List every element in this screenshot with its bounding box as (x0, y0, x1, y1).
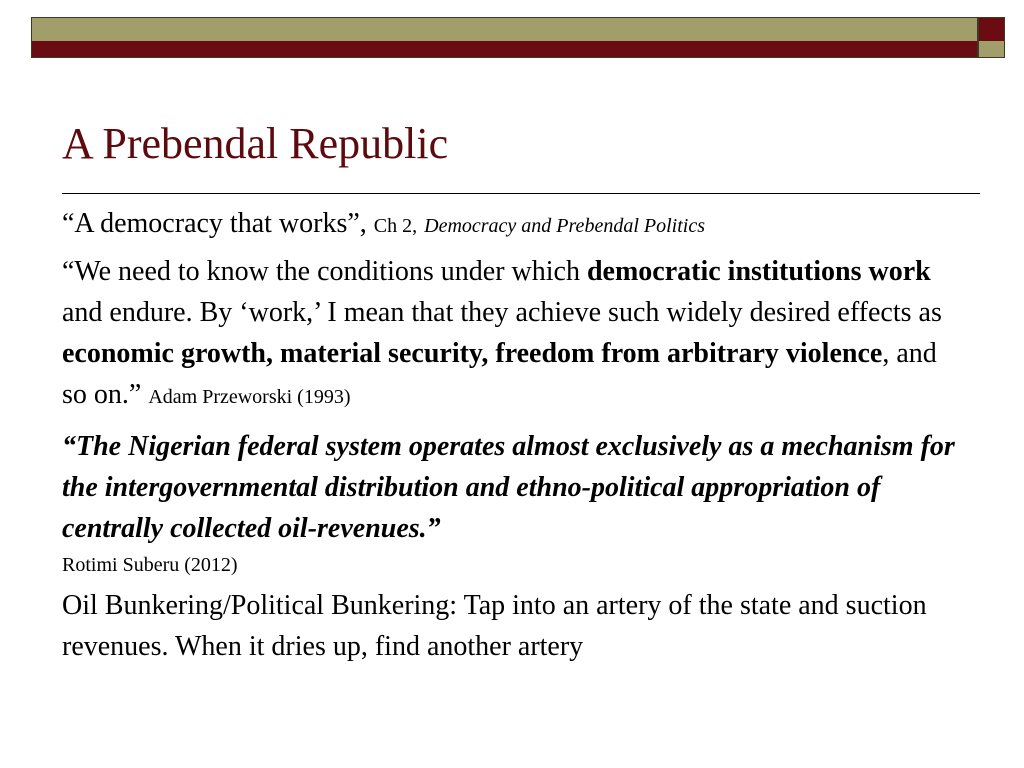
quote-part-2: and endure. By ‘work,’ I mean that they achieve such widely desired effects as (62, 297, 942, 328)
paragraph-suberu-quote: “The Nigerian federal system operates almost exclusively as a mechanism for the intergovernmental distribution and ethno-political appropriation of centrally collected oil-revenues.” (62, 431, 955, 544)
paragraph-oil-bunkering: Oil Bunkering/Political Bunkering: Tap into an artery of the state and suction revenues. When it dries up, find another artery (62, 590, 927, 662)
slide-title: A Prebendal Republic (62, 119, 449, 168)
attribution-suberu: Rotimi Suberu (2012) (62, 554, 238, 576)
paragraph-democracy-works (62, 203, 962, 247)
header-bar-olive (31, 17, 978, 42)
quote-text: “A democracy that works”, (62, 208, 367, 239)
quote-bold-2: economic growth, material security, freedom from arbitrary violence (62, 338, 883, 369)
title-divider (62, 193, 980, 194)
paragraph-przeworski-quote (62, 251, 962, 418)
quote-bold-1: democratic institutions work (586, 256, 931, 287)
quote-part-1: “We need to know the conditions under which (62, 256, 587, 287)
header-square-maroon (978, 17, 1005, 42)
slide-body (62, 203, 962, 667)
attribution-przeworski: Adam Przeworski (1993) (148, 386, 351, 408)
header-bar-maroon (31, 41, 978, 58)
chapter-ref: Ch 2, (373, 215, 418, 237)
header-square-olive (978, 41, 1005, 58)
book-title: Democracy and Prebendal Politics (424, 215, 705, 237)
quote-part-3: , and so on.” (62, 338, 937, 410)
